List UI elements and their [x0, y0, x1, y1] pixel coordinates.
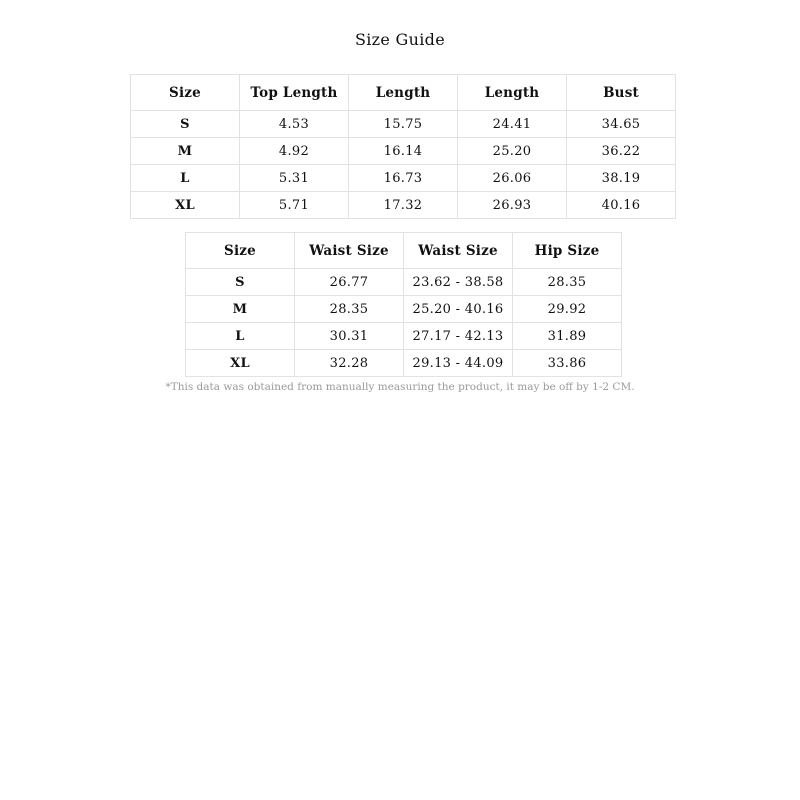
header-cell-bust: Bust [567, 75, 676, 111]
table-cell: 34.65 [567, 111, 676, 138]
table-cell: 40.16 [567, 192, 676, 219]
header-cell-length: Length [349, 75, 458, 111]
header-cell-hip-size: Hip Size [513, 233, 622, 269]
table-cell: 29.13 - 44.09 [404, 350, 513, 377]
table-row [186, 296, 622, 323]
header-cell-waist-size: Waist Size [295, 233, 404, 269]
table-cell: 16.14 [349, 138, 458, 165]
table-row [131, 165, 676, 192]
bottom-size-table [185, 232, 622, 377]
header-cell-size: Size [131, 75, 240, 111]
table-cell: 16.73 [349, 165, 458, 192]
measurement-disclaimer: *This data was obtained from manually measuring the product, it may be off by 1-2 CM. [165, 381, 635, 393]
table-cell: 28.35 [513, 269, 622, 296]
table-cell: 26.77 [295, 269, 404, 296]
table-cell: 17.32 [349, 192, 458, 219]
table-cell: 24.41 [458, 111, 567, 138]
table-cell: 4.92 [240, 138, 349, 165]
table-cell: 38.19 [567, 165, 676, 192]
size-cell: S [186, 269, 295, 296]
table-cell: 27.17 - 42.13 [404, 323, 513, 350]
table-cell: 5.31 [240, 165, 349, 192]
table-row [186, 269, 622, 296]
table-row [131, 111, 676, 138]
size-cell: L [131, 165, 240, 192]
table-cell: 31.89 [513, 323, 622, 350]
table-cell: 33.86 [513, 350, 622, 377]
size-cell: XL [186, 350, 295, 377]
table-cell: 5.71 [240, 192, 349, 219]
table-cell: 4.53 [240, 111, 349, 138]
header-row [131, 75, 676, 111]
table-cell: 26.93 [458, 192, 567, 219]
table-cell: 28.35 [295, 296, 404, 323]
table-row [186, 350, 622, 377]
table-cell: 25.20 [458, 138, 567, 165]
header-cell-size: Size [186, 233, 295, 269]
table-cell: 25.20 - 40.16 [404, 296, 513, 323]
size-cell: S [131, 111, 240, 138]
size-cell: L [186, 323, 295, 350]
header-row [186, 233, 622, 269]
header-cell-waist-size: Waist Size [404, 233, 513, 269]
header-cell-top-length: Top Length [240, 75, 349, 111]
table-cell: 26.06 [458, 165, 567, 192]
top-size-table [130, 74, 676, 219]
table-cell: 29.92 [513, 296, 622, 323]
table-cell: 15.75 [349, 111, 458, 138]
table-row [186, 323, 622, 350]
table-row [131, 192, 676, 219]
size-cell: M [186, 296, 295, 323]
table-cell: 30.31 [295, 323, 404, 350]
table-cell: 36.22 [567, 138, 676, 165]
size-cell: XL [131, 192, 240, 219]
table-row [131, 138, 676, 165]
header-cell-length: Length [458, 75, 567, 111]
table-cell: 23.62 - 38.58 [404, 269, 513, 296]
size-cell: M [131, 138, 240, 165]
table-cell: 32.28 [295, 350, 404, 377]
page-title: Size Guide [355, 30, 445, 49]
